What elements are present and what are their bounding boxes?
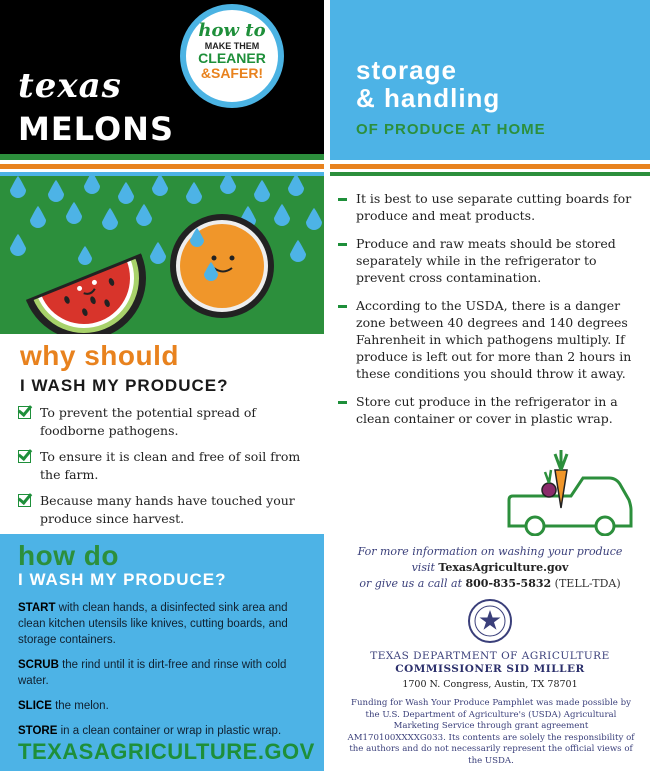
- agency-commissioner: COMMISSIONER SID MILLER: [395, 663, 585, 675]
- why-item-text: To ensure it is clean and free of soil from the farm.: [40, 449, 301, 482]
- info-site-link[interactable]: TexasAgriculture.gov: [438, 561, 569, 574]
- step-text: the melon.: [51, 700, 109, 712]
- list-item: [18, 404, 318, 440]
- how-to-badge: [180, 4, 284, 108]
- phone-suffix: (TELL-TDA): [551, 577, 621, 590]
- list-item: It is best to use separate cutting boards for produce and meat products.: [338, 190, 638, 224]
- badge-make-them: MAKE THEM: [204, 41, 260, 51]
- step-start: [18, 600, 314, 648]
- list-item: According to the USDA, there is a danger zone between 40 degrees and 140 degrees Fahrenheit in which pathogens multiply. If produce is left out for more than 2 hours in these conditions you should throw it away.: [338, 297, 638, 382]
- more-info: [330, 544, 650, 592]
- checkmark-icon: [18, 406, 31, 419]
- agency-name: TEXAS DEPARTMENT OF AGRICULTURE: [370, 650, 610, 662]
- agency-address: 1700 N. Congress, Austin, TX 78701: [402, 679, 578, 690]
- phone-link[interactable]: 800-835-5832: [465, 577, 552, 590]
- visit-label: visit: [411, 561, 439, 574]
- badge-how-to: how to: [198, 20, 266, 41]
- website-link[interactable]: TEXASAGRICULTURE.GOV: [18, 739, 315, 764]
- step-slice: [18, 698, 314, 714]
- step-text: in a clean container or wrap in plastic wrap.: [57, 725, 282, 737]
- right-panel: [330, 0, 650, 771]
- how-title: how do: [18, 540, 119, 571]
- storage-title-line1: storage: [356, 55, 457, 85]
- checkmark-icon: [18, 450, 31, 463]
- list-item: [18, 448, 318, 484]
- list-item: Produce and raw meats should be stored separately while in the refrigerator to prevent cross contamination.: [338, 235, 638, 286]
- call-label: or give us a call at: [359, 577, 466, 590]
- list-item: Store cut produce in the refrigerator in a clean container or cover in plastic wrap.: [338, 393, 638, 427]
- step-keyword: STORE: [18, 725, 58, 737]
- badge-cleaner: CLEANER: [198, 50, 266, 66]
- why-subtitle: I WASH MY PRODUCE?: [20, 376, 229, 395]
- agency-block: [330, 650, 650, 692]
- step-store: [18, 723, 314, 739]
- why-item-text: To prevent the potential spread of foodborne pathogens.: [40, 405, 257, 438]
- left-panel: [0, 0, 324, 771]
- step-keyword: START: [18, 602, 56, 614]
- why-item-text: Because many hands have touched your produce since harvest.: [40, 493, 295, 526]
- why-list: [18, 404, 318, 536]
- brand-product: MELONS: [18, 110, 174, 148]
- brand-texas: texas: [18, 66, 122, 106]
- agency-seal-icon: [467, 598, 513, 644]
- why-title: why should: [20, 340, 179, 371]
- how-section: [0, 534, 324, 771]
- how-steps: [18, 600, 314, 748]
- produce-truck-icon: [505, 440, 635, 536]
- right-header-stripes: [330, 154, 650, 178]
- step-keyword: SLICE: [18, 700, 52, 712]
- storage-subtitle: OF PRODUCE AT HOME: [356, 121, 546, 138]
- melon-illustration: [0, 176, 324, 334]
- raindrops-and-melons-icon: [0, 176, 324, 334]
- step-scrub: [18, 657, 314, 689]
- storage-title-line2: & handling: [356, 83, 501, 113]
- list-item: [18, 492, 318, 528]
- more-info-visit: [330, 560, 650, 576]
- right-header: [330, 0, 650, 154]
- step-text: with clean hands, a disinfected sink area and clean kitchen utensils like knives, cutting boards, and storage containers.: [18, 602, 288, 646]
- step-keyword: SCRUB: [18, 659, 59, 671]
- funding-disclaimer: Funding for Wash Your Produce Pamphlet was made possible by the U.S. Department of Agriculture's (USDA) Agricultural Marketing Service through grant agreement AM170100XXXXG033. Its contents are solely the responsibility of the authors and do not necessarily represent the official views of the USDA.: [347, 698, 635, 766]
- more-info-line1: For more information on washing your produce: [357, 545, 623, 558]
- storage-tips-list: [338, 190, 638, 438]
- header-stripes: [0, 154, 324, 178]
- checkmark-icon: [18, 494, 31, 507]
- how-subtitle: I WASH MY PRODUCE?: [18, 570, 227, 589]
- why-section: [0, 334, 324, 534]
- left-header: [0, 0, 324, 154]
- more-info-call: [330, 576, 650, 592]
- badge-safer: &SAFER!: [200, 65, 264, 81]
- step-text: the rind until it is dirt-free and rinse with cold water.: [18, 659, 287, 687]
